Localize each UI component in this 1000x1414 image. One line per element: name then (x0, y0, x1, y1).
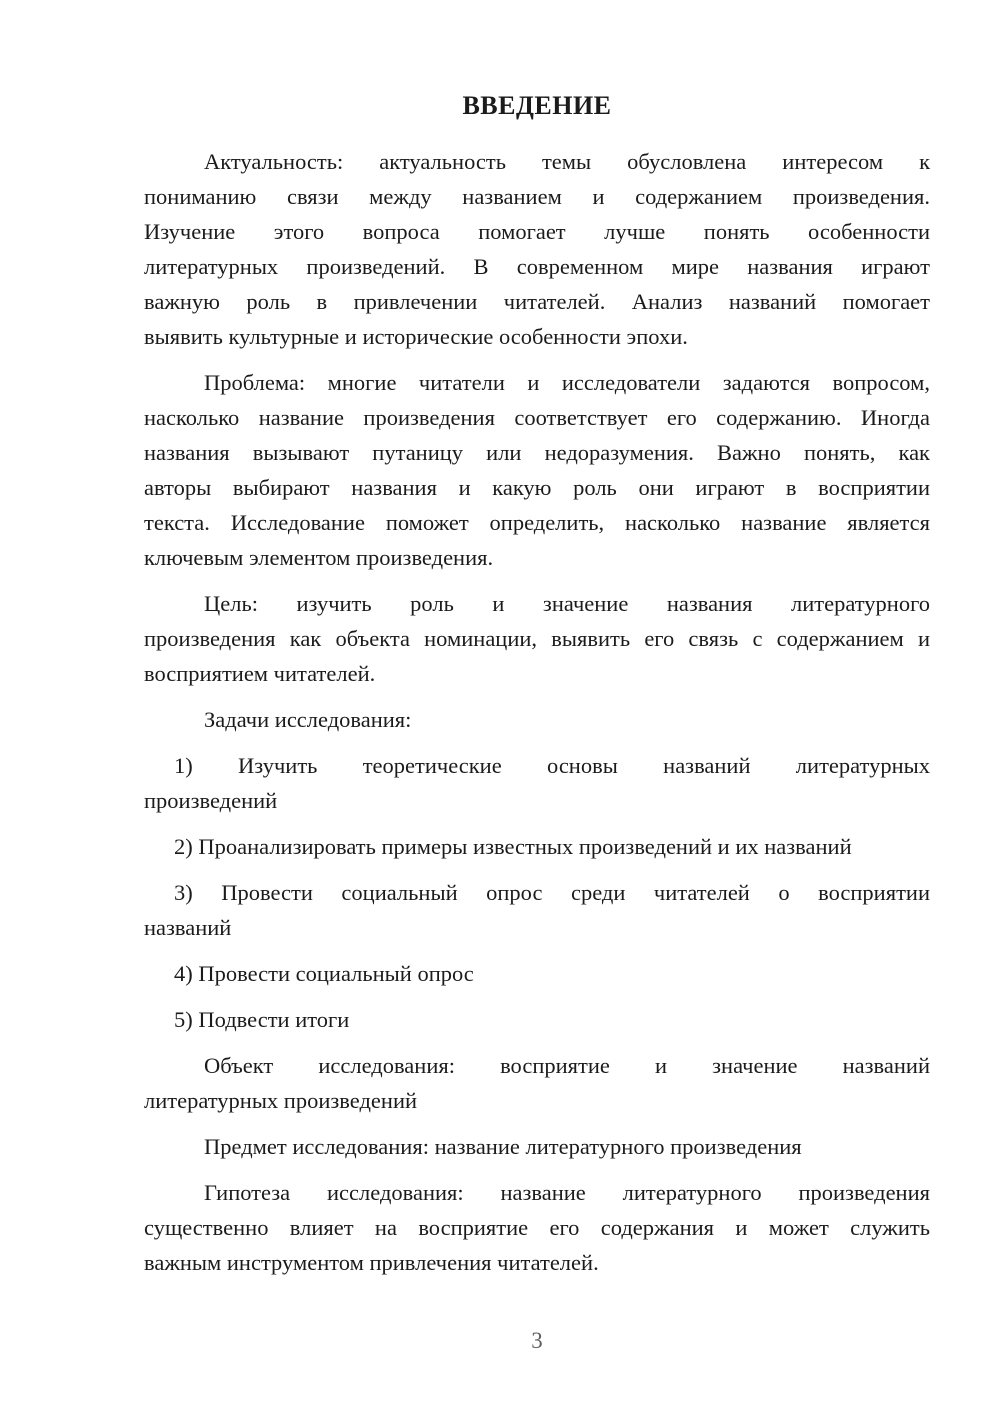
text-line: Задачи исследования: (204, 707, 412, 732)
text-line: выявить культурные и исторические особенности эпохи. (144, 324, 688, 349)
page-footer (144, 1327, 930, 1358)
text-line: авторы выбирают названия и какую роль они играют в восприятии (144, 475, 930, 500)
text-line: названия вызывают путаницу или недоразумения. Важно понять, как (144, 440, 930, 465)
paragraph-task-2 (144, 829, 930, 864)
text-line: 3) Провести социальный опрос среди читателей о восприятии (174, 880, 930, 905)
text-line: важную роль в привлечении читателей. Анализ названий помогает (144, 289, 930, 314)
text-line: 1) Изучить теоретические основы названий литературных (174, 753, 930, 778)
document-body (144, 144, 930, 1280)
text-line: Цель: изучить роль и значение названия литературного (204, 591, 930, 616)
paragraph-problema (144, 365, 930, 575)
text-line: ключевым элементом произведения. (144, 545, 494, 570)
paragraph-tsel (144, 586, 930, 691)
text-line: названий (144, 915, 232, 940)
text-line: насколько название произведения соответствует его содержанию. Иногда (144, 405, 930, 430)
paragraph-predmet (144, 1129, 930, 1164)
paragraph-gipoteza (144, 1175, 930, 1280)
text-line: 2) Проанализировать примеры известных произведений и их названий (174, 834, 852, 859)
text-line: текста. Исследование поможет определить, насколько название является (144, 510, 930, 535)
text-line: Объект исследования: восприятие и значение названий (204, 1053, 930, 1078)
text-line: литературных произведений (144, 1088, 418, 1113)
page-title: ВВЕДЕНИЕ (462, 91, 612, 120)
paragraph-obekt (144, 1048, 930, 1118)
text-line: произведений (144, 788, 278, 813)
paragraph-aktualnost (144, 144, 930, 354)
text-line: важным инструментом привлечения читателей. (144, 1250, 599, 1275)
paragraph-task-5 (144, 1002, 930, 1037)
text-line: пониманию связи между названием и содержанием произведения. (144, 184, 930, 209)
text-line: литературных произведений. В современном мире названия играют (144, 254, 930, 279)
text-line: существенно влияет на восприятие его содержания и может служить (144, 1215, 930, 1240)
text-line: Предмет исследования: название литературного произведения (204, 1134, 802, 1159)
text-line: восприятием читателей. (144, 661, 376, 686)
paragraph-task-4 (144, 956, 930, 991)
paragraph-task-3 (144, 875, 930, 945)
text-line: Изучение этого вопроса помогает лучше понять особенности (144, 219, 930, 244)
text-line: Проблема: многие читатели и исследователи задаются вопросом, (204, 370, 930, 395)
page-number: 3 (531, 1328, 543, 1353)
text-line: 5) Подвести итоги (174, 1007, 350, 1032)
text-line: Актуальность: актуальность темы обусловлена интересом к (204, 149, 930, 174)
text-line: произведения как объекта номинации, выявить его связь с содержанием и (144, 626, 930, 651)
paragraph-zadachi-heading (144, 702, 930, 737)
text-line: Гипотеза исследования: название литературного произведения (204, 1180, 930, 1205)
paragraph-task-1 (144, 748, 930, 818)
text-line: 4) Провести социальный опрос (174, 961, 474, 986)
